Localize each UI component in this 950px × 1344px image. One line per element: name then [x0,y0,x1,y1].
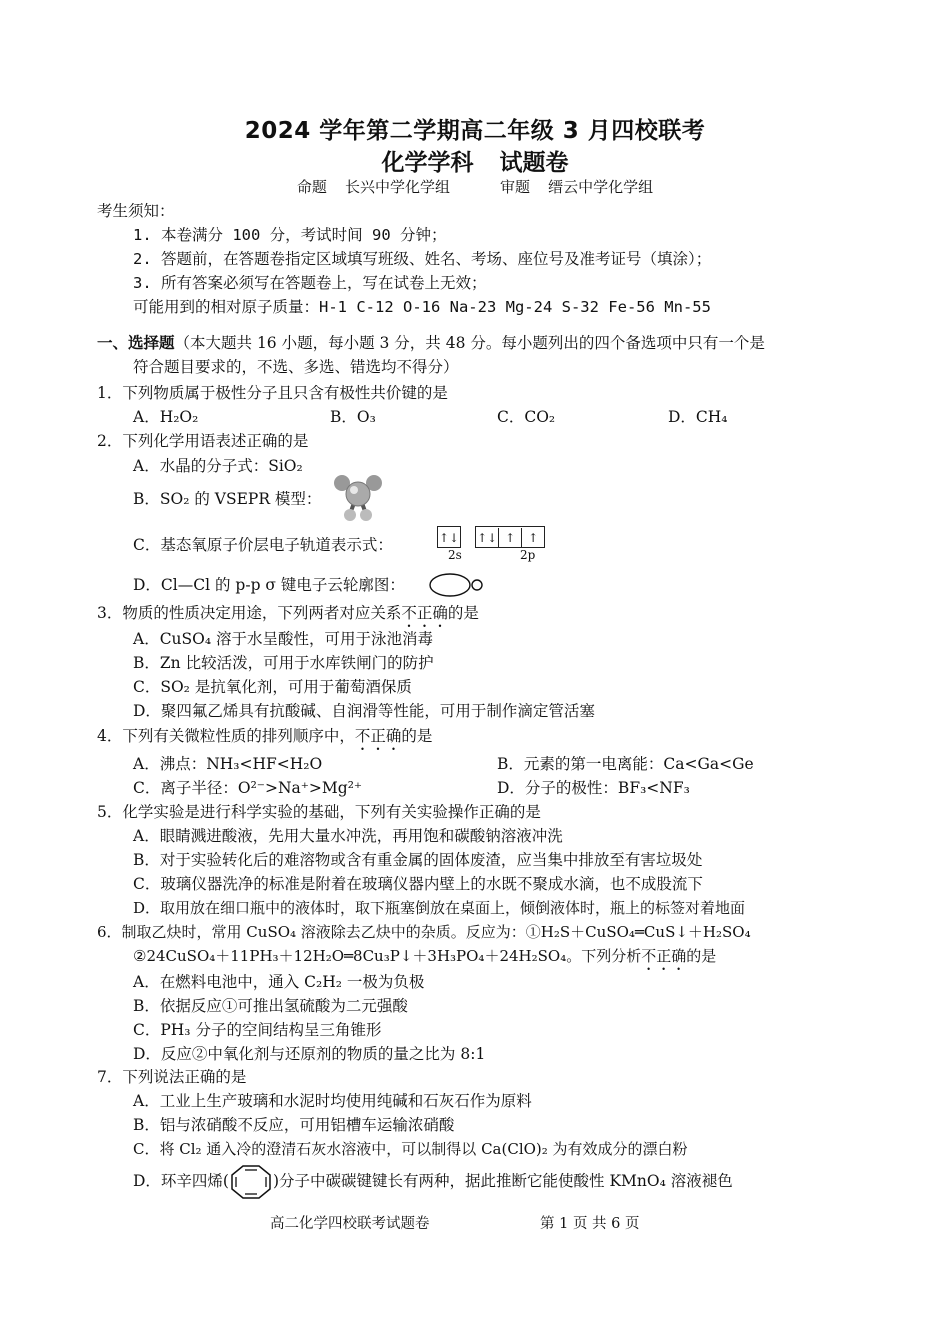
sigma-bond-cloud-icon [428,572,488,598]
footer-title: 高二化学四校联考试题卷 [270,1216,430,1232]
emphasis-not-correct: 不正确 [641,947,687,965]
q3-stem: 3．物质的性质决定用途，下列两者对应关系不正确的是 [97,604,479,622]
orbital-2p-box [475,526,545,548]
proposer-label: 命题 [296,178,327,196]
authors-line [0,176,950,197]
q5-option-d: D．取用放在细口瓶中的液体时，取下瓶塞倒放在桌面上，倾倒液体时，瓶上的标签对着地面 [133,899,746,917]
q2-option-a: A．水晶的分子式：SiO₂ [133,457,303,475]
q7-option-c: C．将 Cl₂ 通入冷的澄清石灰水溶液中，可以制得以 Ca(ClO)₂ 为有效成分的漂白粉 [133,1140,688,1158]
notice-item-2: 2. 答题前，在答题卷指定区域填写班级、姓名、考场、座位号及准考证号（填涂）； [133,250,712,268]
q5-option-c: C．玻璃仪器洗净的标准是附着在玻璃仪器内壁上的水既不聚成水滴，也不成股流下 [133,875,703,893]
orbital-cell: ↑↓ [438,531,460,545]
notice-heading: 考生须知： [97,202,175,220]
q6-stem-2: ②24CuSO₄＋11PH₃＋12H₂O═8Cu₃P↓＋3H₃PO₄＋24H₂SO₄。下列分析不正确的是 [133,947,717,965]
orbital-2p-label: 2p [520,548,536,562]
q6-option-d: D．反应②中氧化剂与还原剂的物质的量之比为 8:1 [133,1045,486,1063]
q5-option-a: A．眼睛溅进酸液，先用大量水冲洗，再用饱和碳酸钠溶液冲洗 [133,827,563,845]
q1-option-c: C．CO₂ [497,408,556,426]
q6-option-c: C．PH₃ 分子的空间结构呈三角锥形 [133,1021,382,1039]
reviewer-label: 审题 [500,178,531,196]
q7-option-d: D．环辛四烯( )分子中碳碳键键长有两种，据此推断它能使酸性 KMnO₄ 溶液褪色 [133,1170,733,1193]
orbital-cell: ↑↓ [476,528,499,548]
q7-option-a: A．工业上生产玻璃和水泥时均使用纯碱和石灰石作为原料 [133,1092,532,1110]
q2-option-b: B．SO₂ 的 VSEPR 模型： [133,490,322,508]
q1-option-a: A．H₂O₂ [133,408,199,426]
orbital-2s-label: 2s [448,548,462,562]
q3-option-c: C．SO₂ 是抗氧化剂，可用于葡萄酒保质 [133,678,412,696]
q2-option-c: C．基态氧原子价层电子轨道表示式： [133,536,393,554]
q6-option-b: B．依据反应①可推出氢硫酸为二元强酸 [133,997,408,1015]
emphasis-not-correct: 不正确 [354,727,402,745]
q1-option-b: B．O₃ [330,408,376,426]
section-desc-2: 符合题目要求的，不选、多选、错选均不得分） [133,358,459,376]
section-label: 一、选择题 [97,334,175,352]
q4-option-a: A．沸点：NH₃<HF<H₂O [133,755,323,773]
q2-stem: 2．下列化学用语表述正确的是 [97,432,309,450]
q4-stem: 4．下列有关微粒性质的排列顺序中，不正确的是 [97,727,433,745]
orbital-cell: ↑ [499,528,522,548]
exam-subtitle [0,144,950,177]
exam-title: 2024 学年第二学期高二年级 3 月四校联考 [244,118,706,144]
notice-item-1: 1. 本卷满分 100 分，考试时间 90 分钟； [133,226,447,244]
q4-option-d: D．分子的极性：BF₃<NF₃ [497,779,690,797]
so2-vsepr-model-icon [330,470,386,526]
orbital-2s-box [437,526,461,548]
q6-stem-1: 6．制取乙炔时，常用 CuSO₄ 溶液除去乙炔中的杂质。反应为：①H₂S＋CuSO₄═CuS↓＋H₂SO₄ [97,923,751,941]
q2-option-d: D．Cl—Cl 的 p-p σ 键电子云轮廓图： [133,576,405,594]
q7-option-b: B．铝与浓硝酸不反应，可用铝槽车运输浓硝酸 [133,1116,455,1134]
reviewer: 缙云中学化学组 [548,178,654,196]
proposer: 长兴中学化学组 [344,178,450,196]
notice-item-3: 3. 所有答案必须写在答题卷上，写在试卷上无效； [133,274,487,292]
q3-option-d: D．聚四氟乙烯具有抗酸碱、自润滑等性能，可用于制作滴定管活塞 [133,702,595,720]
q5-option-b: B．对于实验转化后的难溶物或含有重金属的固体废渣，应当集中排放至有害垃圾处 [133,851,703,869]
q3-option-a: A．CuSO₄ 溶于水呈酸性，可用于泳池消毒 [133,630,434,648]
q1-option-d: D．CH₄ [668,408,728,426]
q3-option-b: B．Zn 比较活泼，可用于水库铁闸门的防护 [133,654,434,672]
q7-stem: 7．下列说法正确的是 [97,1068,247,1086]
q4-option-c: C．离子半径：O²⁻>Na⁺>Mg²⁺ [133,779,363,797]
emphasis-not-correct: 不正确 [401,604,448,622]
orbital-cell: ↑ [528,531,539,545]
atomic-mass-line: 可能用到的相对原子质量：H-1 C-12 O-16 Na-23 Mg-24 S-32 Fe-56 Mn-55 [133,298,711,316]
q1-stem: 1．下列物质属于极性分子且只含有极性共价键的是 [97,384,448,402]
section-heading [97,332,765,354]
q5-stem: 5．化学实验是进行科学实验的基础，下列有关实验操作正确的是 [97,803,541,821]
q4-option-b: B．元素的第一电离能：Ca<Ga<Ge [497,755,754,773]
paper-label: 试题卷 [499,150,569,176]
section-desc-1: （本大题共 16 小题，每小题 3 分，共 48 分。每小题列出的四个备选项中只有一个是 [174,334,765,352]
orbital-diagram [437,526,545,548]
cyclooctatetraene-structure-icon [229,1163,273,1201]
subject-label: 化学学科 [381,150,474,176]
q6-option-a: A．在燃料电池中，通入 C₂H₂ 一极为负极 [133,973,425,991]
page-number: 第 1 页 共 6 页 [540,1216,640,1232]
